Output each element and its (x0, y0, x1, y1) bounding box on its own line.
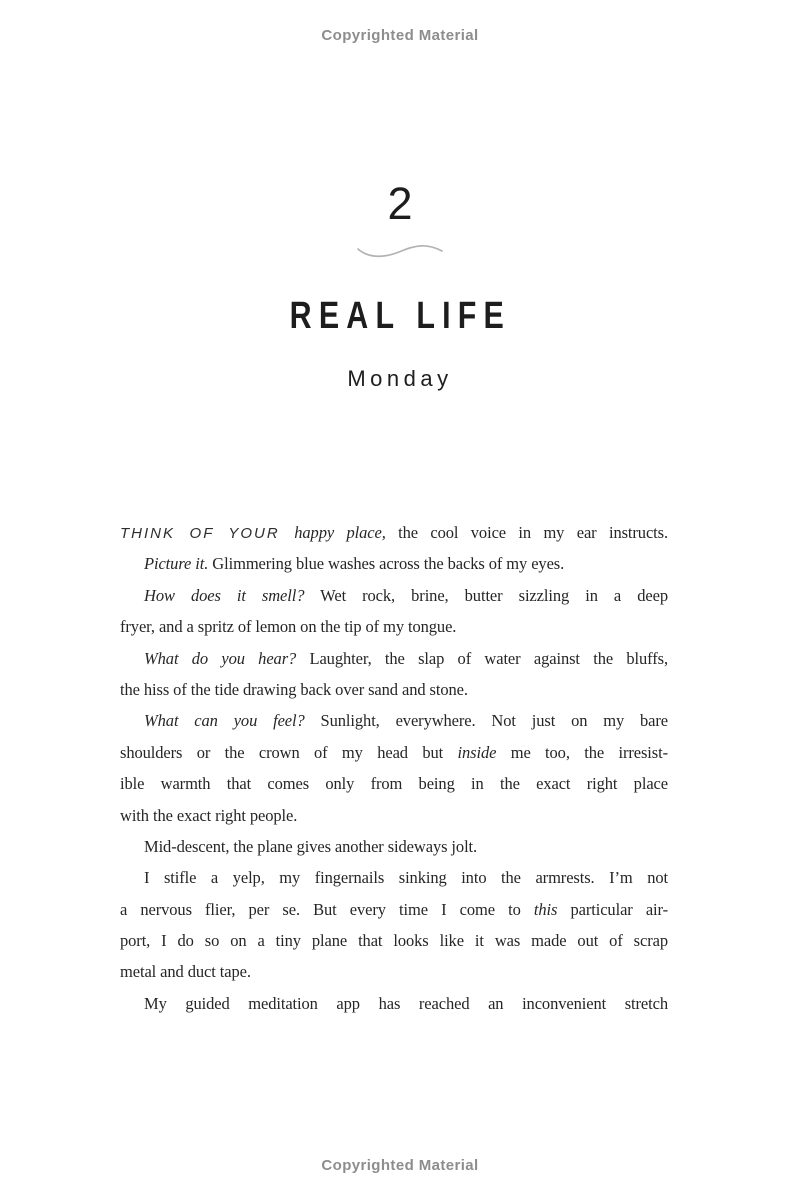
squiggle-icon (355, 249, 445, 266)
text-segment-roman: shoulders or the crown of my head but (120, 742, 458, 762)
text-line (120, 988, 668, 1019)
text-segment-italic: Picture it. (144, 554, 209, 574)
text-segment-italic: happy place, (294, 523, 386, 542)
text-segment-roman: Wet rock, brine, butter sizzling in a deep (304, 585, 668, 605)
text-line (120, 737, 668, 768)
text-line (120, 548, 668, 579)
top-copyright-notice: Copyrighted Material (321, 27, 479, 44)
bottom-copyright-notice: Copyrighted Material (321, 1157, 479, 1174)
text-line (120, 517, 668, 548)
text-segment-roman: the cool voice in my ear instructs. (385, 523, 668, 542)
text-line (120, 862, 668, 893)
text-segment-roman: a nervous flier, per se. But every time I come to (120, 899, 534, 919)
chapter-title (0, 295, 800, 338)
text-segment-roman: with the exact right people. (120, 805, 298, 825)
body-text (120, 517, 668, 1019)
text-line (120, 925, 668, 956)
text-segment-italic: What do you hear? (144, 648, 297, 668)
text-segment-roman: particular air- (557, 899, 668, 919)
text-line (120, 831, 668, 862)
chapter-number: 2 (387, 178, 413, 229)
text-line (120, 580, 668, 611)
text-segment-italic: How does it smell? (144, 585, 305, 605)
text-line (120, 705, 668, 736)
text-segment-italic: inside (457, 742, 497, 762)
chapter-subtitle: Monday (347, 366, 453, 391)
text-line (120, 611, 668, 642)
chapter-ornament (0, 240, 800, 267)
text-segment-italic: this (533, 899, 558, 919)
text-line (120, 894, 668, 925)
text-segment-roman: me too, the irresist- (496, 742, 668, 762)
text-segment-roman: I stifle a yelp, my fingernails sinking into the armrests. I’m not (144, 868, 668, 888)
text-segment-roman: Sunlight, everywhere. Not just on my bare (304, 711, 668, 731)
text-segment-roman: the hiss of the tide drawing back over sand and stone. (120, 679, 468, 699)
text-segment-roman: metal and duct tape. (120, 962, 251, 982)
text-segment-roman: My guided meditation app has reached an inconvenient stretch (144, 993, 668, 1013)
text-segment-lead: THINK OF YOUR (120, 525, 295, 542)
chapter-title-text: REAL LIFE (289, 295, 511, 337)
text-line (120, 643, 668, 674)
text-segment-roman: Mid-descent, the plane gives another sideways jolt. (144, 836, 478, 856)
text-segment-roman: fryer, and a spritz of lemon on the tip of my tongue. (120, 617, 457, 637)
text-segment-roman: Glimmering blue washes across the backs of my eyes. (208, 554, 565, 574)
text-segment-roman: port, I do so on a tiny plane that looks like it was made out of scrap (120, 931, 668, 951)
text-segment-italic: What can you feel? (144, 711, 305, 731)
text-line (120, 674, 668, 705)
text-line (120, 768, 668, 799)
text-segment-roman: Laughter, the slap of water against the bluffs, (296, 648, 668, 668)
text-line (120, 800, 668, 831)
text-segment-roman: ible warmth that comes only from being in the exact right place (120, 774, 668, 794)
text-line (120, 956, 668, 987)
